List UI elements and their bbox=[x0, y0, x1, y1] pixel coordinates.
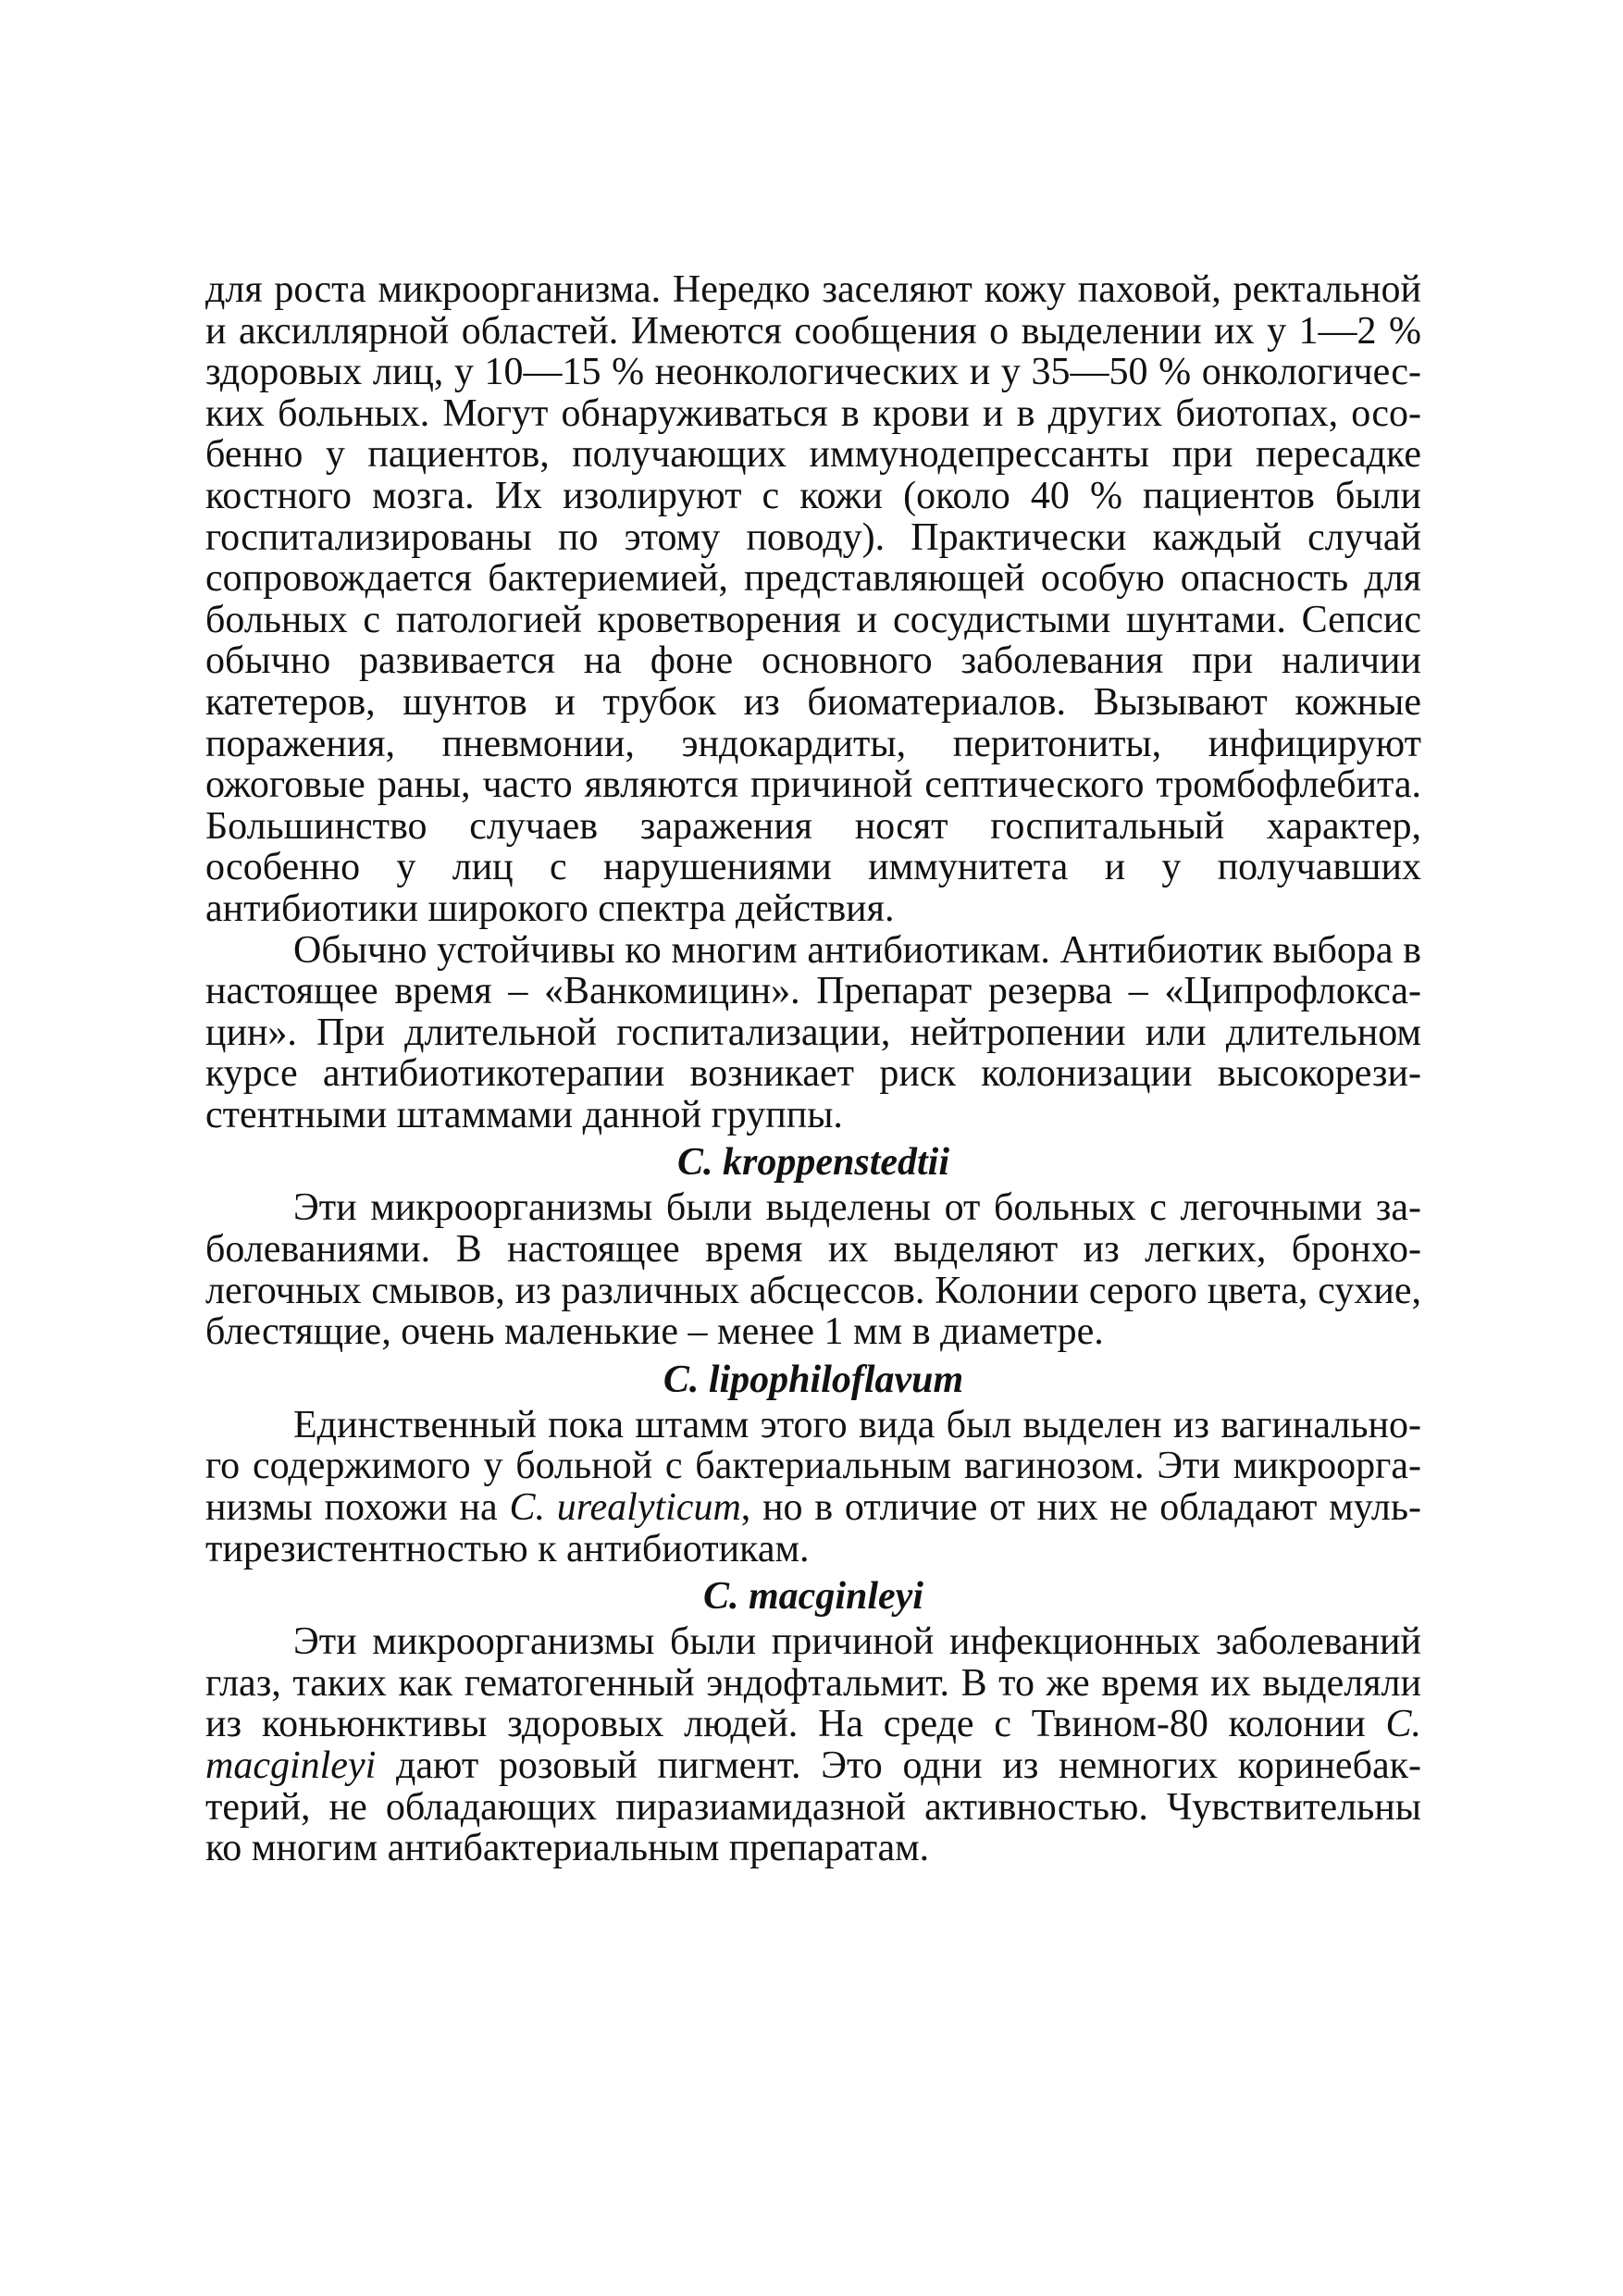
paragraph-macginleyi bbox=[205, 1621, 1421, 1869]
paragraph-macginleyi-text-start: Эти микроорганизмы были причиной инфекционных заболеваний глаз, таких как гематогенный эндофтальмит. В то же время их выделяли из коньюнктивы здоровых людей. На среде с Твином-80 колонии bbox=[205, 1620, 1421, 1746]
heading-lipophiloflavum: C. lipophiloflavum bbox=[663, 1358, 964, 1401]
species-name-macginleyi: C. macginleyi bbox=[205, 1703, 1421, 1787]
heading-kroppenstedtii: C. kroppenstedtii bbox=[676, 1141, 950, 1185]
paragraph-lipophiloflavum-text-start: Единственный пока штамм этого вида был выделен из вагинального содержимого у больной с бактериальным вагинозом. Эти микроорганизмы похожи на bbox=[205, 1403, 1421, 1530]
paragraph-macginleyi-text-end: дают розовый пигмент. Это одни из немногих коринебактерий, не обладающих пиразиамидазной активностью. Чувствительны ко многим антибактериальным препаратам. bbox=[205, 1744, 1421, 1870]
species-name-urealyticum: C. urealyticum bbox=[509, 1486, 741, 1530]
paragraph-continuation: для роста микроорганизма. Нередко заселяют кожу паховой, ректальной и аксиллярной областей. Имеются сообщения о выделении их у 1—2 % здоровых лиц, у 10—15 % неонкологических и у 35—50 % онкологических больных. Могут обнаруживаться в крови и в других биотопах, особенно у пациентов, получающих иммунодепрессанты при пересадке костного мозга. Их изолируют с кожи (около 40 % пациентов были госпитализированы по этому поводу). Практически каждый случай сопровождается бактериемией, представляющей особую опасность для больных с патологией кроветворения и сосудистыми шунтами. Сепсис обычно развивается на фоне основного заболевания при наличии катетеров, шунтов и трубок из биоматериалов. Вызывают кожные поражения, пневмонии, эндокардиты, перитониты, инфицируют ожоговые раны, часто являются причиной септического тромбофлебита. Большинство случаев заражения носят госпитальный характер, особенно у лиц с нарушениями иммунитета и у получавших антибиотики широкого спектра действия. bbox=[205, 268, 1421, 930]
paragraph-lipophiloflavum-text-end: , но в отличие от них не обладают мультирезистентностью к антибиотикам. bbox=[205, 1486, 1422, 1570]
paragraph-lipophiloflavum bbox=[205, 1405, 1421, 1570]
paragraph-kroppenstedtii: Эти микроорганизмы были выделены от больных с легочными заболеваниями. В настоящее время их выделяют из легких, бронхолегочных смывов, из различных абсцессов. Колонии серого цвета, сухие, блестящие, очень маленькие – менее 1 мм в диаметре. bbox=[205, 1186, 1421, 1354]
paragraph-antibiotics: Обычно устойчивы ко многим антибиотикам. Антибиотик выбора в настоящее время – «Ванкомицин». Препарат резерва – «Ципрофлоксацин». При длительной госпитализации, нейтропении или длительном курсе антибиотикотерапии возникает риск колонизации высокорезистентными штаммами данной группы. bbox=[205, 928, 1421, 1136]
page-content bbox=[205, 269, 1421, 1869]
heading-macginleyi: C. macginleyi bbox=[703, 1575, 923, 1619]
